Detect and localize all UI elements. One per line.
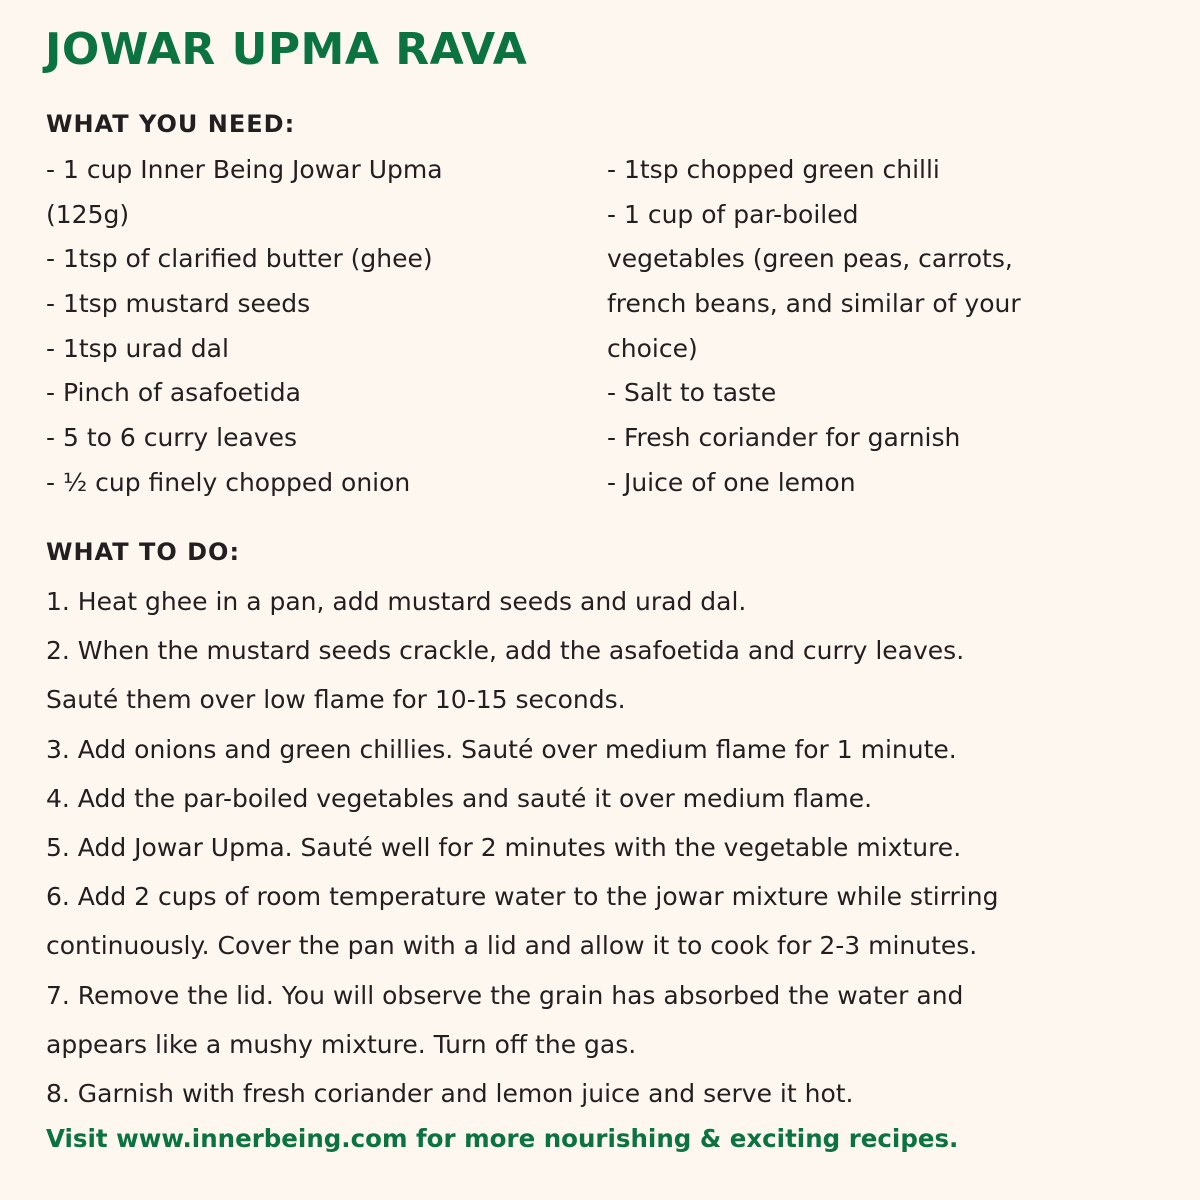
ingredients-left xyxy=(46,148,443,506)
ingredient-line: choice) xyxy=(607,333,698,363)
step-line: Sauté them over low flame for 10-15 seconds. xyxy=(46,685,626,715)
ingredient-line: - Salt to taste xyxy=(607,378,777,408)
ingredient-line: - Fresh coriander for garnish xyxy=(607,423,961,453)
step-line: continuously. Cover the pan with a lid and allow it to cook for 2-3 minutes. xyxy=(46,931,978,961)
ingredient-line: - 1 cup of par-boiled xyxy=(607,199,859,229)
ingredient-line: - 1 cup Inner Being Jowar Upma xyxy=(46,155,443,184)
step-line: 7. Remove the lid. You will observe the grain has absorbed the water and xyxy=(46,980,964,1010)
step-line: 4. Add the par-boiled vegetables and sauté it over medium flame. xyxy=(46,783,873,813)
footer-link[interactable]: Visit www.innerbeing.com for more nourishing & exciting recipes. xyxy=(46,1124,959,1153)
ingredient-line: french beans, and similar of your xyxy=(607,289,1021,319)
ingredient-line: - 1tsp urad dal xyxy=(46,333,229,363)
step-line: 1. Heat ghee in a pan, add mustard seeds and urad dal. xyxy=(46,587,747,616)
step-line: 2. When the mustard seeds crackle, add the asafoetida and curry leaves. xyxy=(46,636,965,666)
ingredient-line: - 1tsp chopped green chilli xyxy=(607,155,940,184)
ingredient-line: vegetables (green peas, carrots, xyxy=(607,244,1013,274)
ingredient-line: - 5 to 6 curry leaves xyxy=(46,423,298,453)
ingredient-line: - ½ cup finely chopped onion xyxy=(46,467,411,497)
recipe-title: JOWAR UPMA RAVA xyxy=(45,24,528,75)
step-line: 3. Add onions and green chillies. Sauté over medium flame for 1 minute. xyxy=(46,734,957,764)
steps-list xyxy=(46,577,998,1118)
step-line: appears like a mushy mixture. Turn off the gas. xyxy=(46,1029,637,1059)
ingredient-line: - Pinch of asafoetida xyxy=(46,378,301,408)
ingredient-line: - 1tsp of clarified butter (ghee) xyxy=(46,244,433,274)
step-line: 8. Garnish with fresh coriander and lemon juice and serve it hot. xyxy=(46,1078,854,1108)
ingredients-right xyxy=(607,148,1021,506)
ingredient-line: - Juice of one lemon xyxy=(607,467,856,497)
ingredient-line: (125g) xyxy=(46,199,130,229)
step-line: 5. Add Jowar Upma. Sauté well for 2 minutes with the vegetable mixture. xyxy=(46,832,962,862)
ingredients-heading: WHAT YOU NEED: xyxy=(46,110,296,138)
ingredient-line: - 1tsp mustard seeds xyxy=(46,289,311,319)
steps-heading: WHAT TO DO: xyxy=(46,538,241,566)
step-line: 6. Add 2 cups of room temperature water to the jowar mixture while stirring xyxy=(46,882,999,912)
